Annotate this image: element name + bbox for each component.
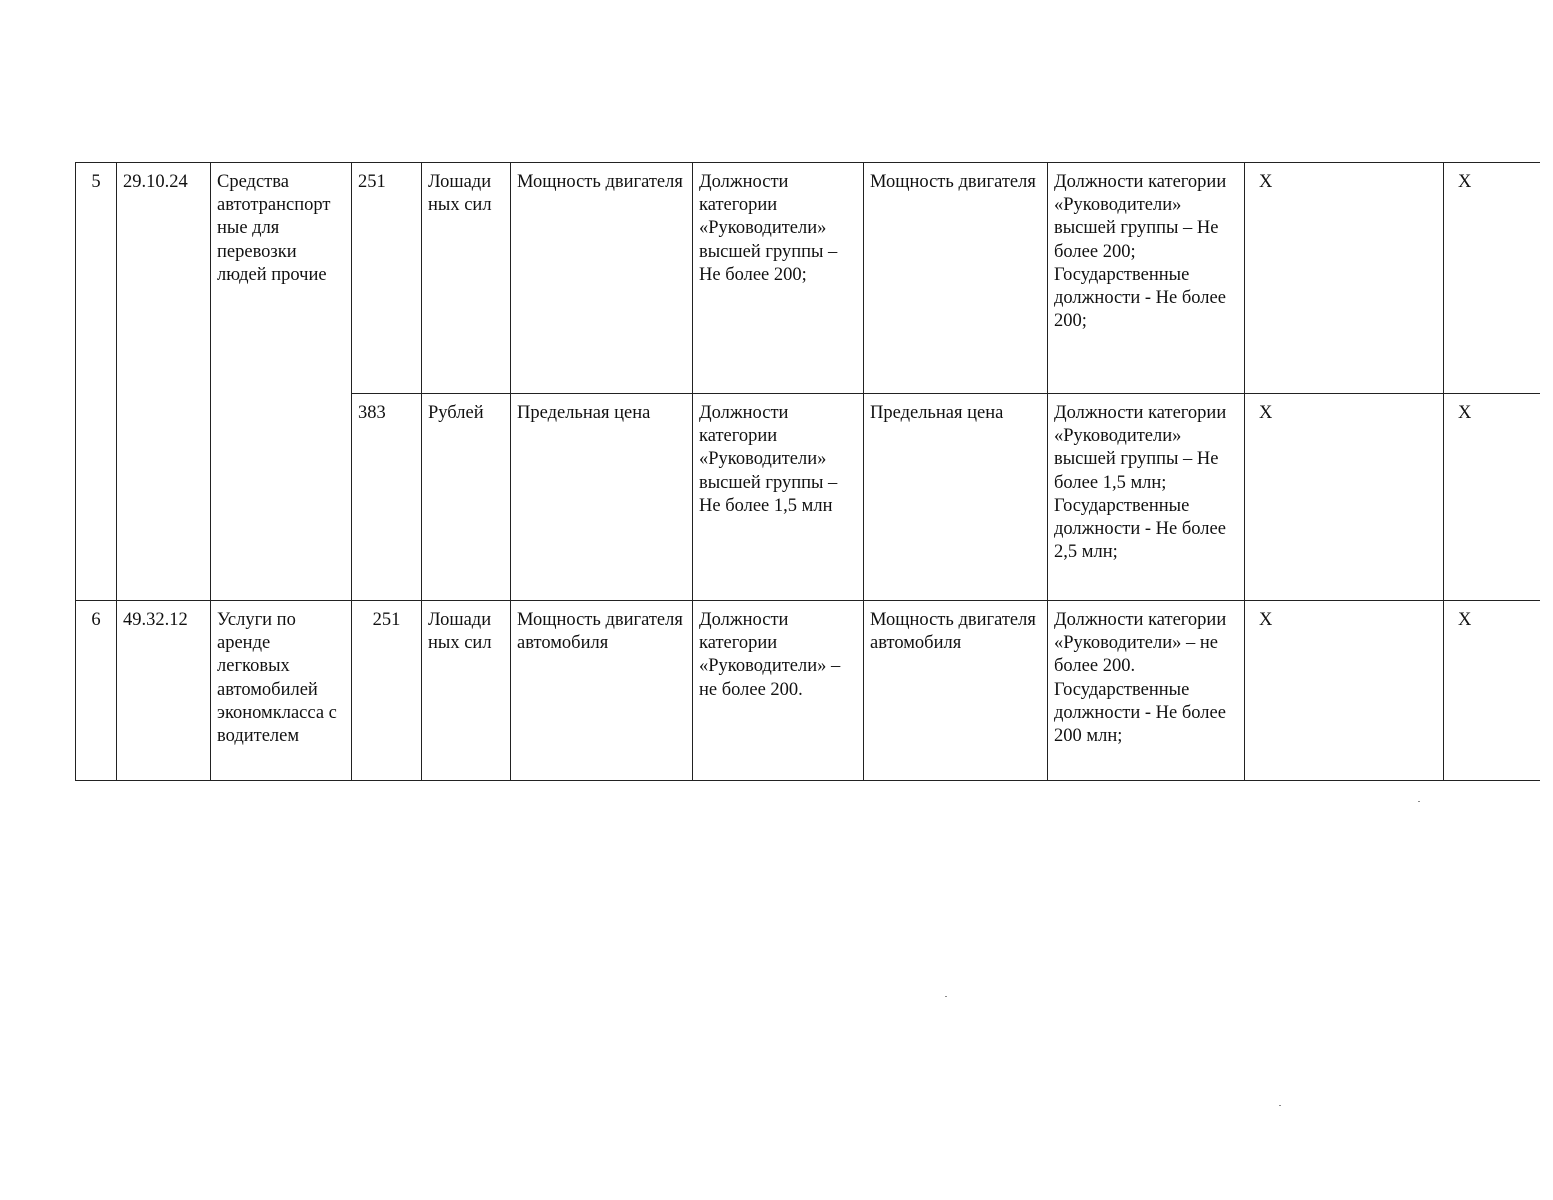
- x-mark: X: [1458, 403, 1472, 423]
- table-row: [76, 163, 1540, 394]
- column-10-cell: [1245, 394, 1444, 601]
- approved-value-cell: Должности категории «Руководители» высшей группы – Не более 1,5 млн; Государственные должности - Не более 2,5 млн;: [1048, 394, 1245, 601]
- scan-speck: [1418, 801, 1420, 802]
- item-name-cell: Услуги по аренде легковых автомобилей экономкласса с водителем: [211, 601, 352, 781]
- x-mark: X: [1458, 172, 1472, 192]
- row-number-cell: 6: [76, 601, 117, 781]
- x-mark: X: [1259, 610, 1273, 630]
- requirements-table: [75, 162, 1540, 781]
- okpd-code-cell: 29.10.24: [117, 163, 211, 601]
- okpd-code-cell: 49.32.12: [117, 601, 211, 781]
- column-10-cell: [1245, 163, 1444, 394]
- characteristic-cell: Мощность двигателя автомобиля: [511, 601, 693, 781]
- unit-name-cell: Лошади ных сил: [422, 601, 511, 781]
- characteristic-value-cell: Должности категории «Руководители» высшей группы – Не более 200;: [693, 163, 864, 394]
- characteristic-value-cell: Должности категории «Руководители» – не более 200.: [693, 601, 864, 781]
- column-11-cell: [1444, 163, 1540, 394]
- characteristic-value-cell: Должности категории «Руководители» высшей группы – Не более 1,5 млн: [693, 394, 864, 601]
- item-name-cell: Средства автотранспорт ные для перевозки людей прочие: [211, 163, 352, 601]
- scan-speck: [945, 996, 947, 997]
- characteristic-cell: Предельная цена: [511, 394, 693, 601]
- x-mark: X: [1458, 610, 1472, 630]
- approved-characteristic-cell: Мощность двигателя автомобиля: [864, 601, 1048, 781]
- okei-code-cell: 251: [352, 601, 422, 781]
- scan-speck: [1279, 1105, 1281, 1106]
- characteristic-cell: Мощность двигателя: [511, 163, 693, 394]
- column-10-cell: [1245, 601, 1444, 781]
- approved-value-cell: Должности категории «Руководители» высшей группы – Не более 200; Государственные должности - Не более 200;: [1048, 163, 1245, 394]
- okei-code-cell: 251: [352, 163, 422, 394]
- okei-code-cell: 383: [352, 394, 422, 601]
- approved-value-cell: Должности категории «Руководители» – не более 200. Государственные должности - Не более 200 млн;: [1048, 601, 1245, 781]
- row-number-cell: 5: [76, 163, 117, 601]
- x-mark: X: [1259, 172, 1273, 192]
- column-11-cell: [1444, 394, 1540, 601]
- table-row: [76, 601, 1540, 781]
- unit-name-cell: Рублей: [422, 394, 511, 601]
- column-11-cell: [1444, 601, 1540, 781]
- x-mark: X: [1259, 403, 1273, 423]
- unit-name-cell: Лошади ных сил: [422, 163, 511, 394]
- approved-characteristic-cell: Предельная цена: [864, 394, 1048, 601]
- approved-characteristic-cell: Мощность двигателя: [864, 163, 1048, 394]
